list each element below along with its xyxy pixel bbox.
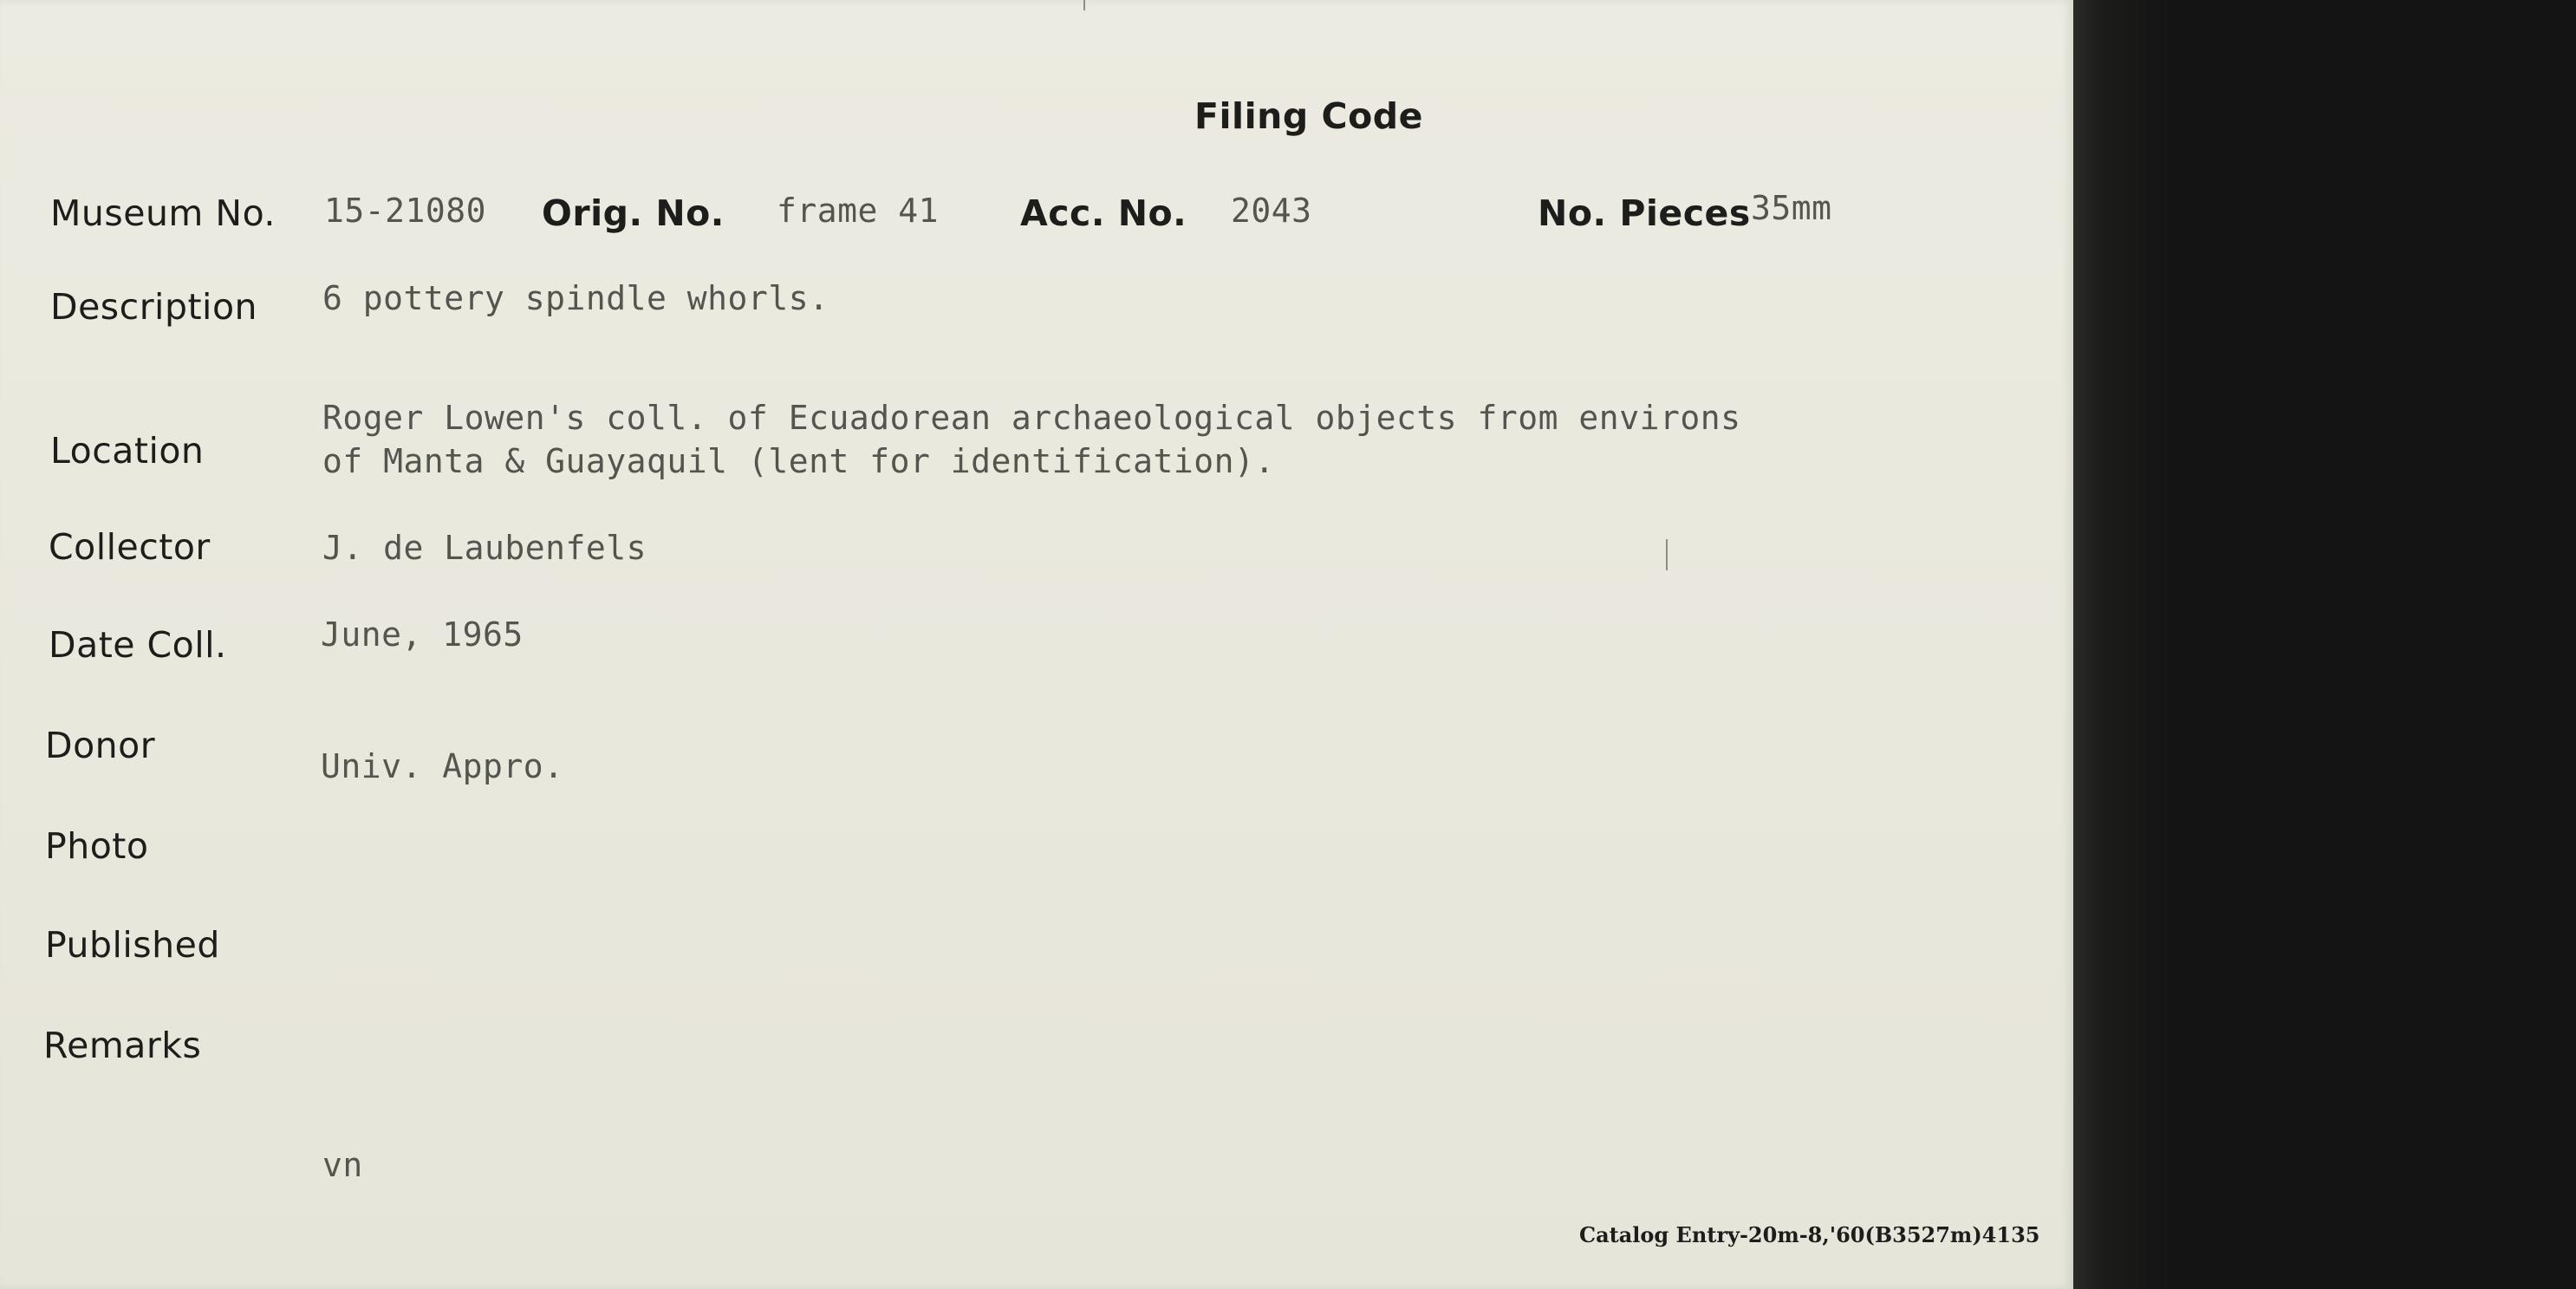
published-label: Published [45,924,220,966]
stray-mark [1666,539,1668,570]
no-pieces-value: 35mm [1751,189,1832,227]
acc-no-label: Acc. No. [1020,192,1187,234]
stray-mark-top [1083,0,1085,10]
remarks-label: Remarks [43,1025,202,1066]
acc-no-value: 2043 [1231,192,1312,230]
location-line-1: Roger Lowen's coll. of Ecuadorean archaeological objects from environs [322,399,1741,437]
location-label: Location [50,430,205,472]
description-value: 6 pottery spindle whorls. [322,279,829,317]
museum-no-label: Museum No. [50,192,276,234]
form-footer: Catalog Entry-20m-8,'60(B3527m)4135 [1579,1222,2040,1247]
museum-no-value: 15-21080 [324,192,487,230]
description-label: Description [50,286,258,328]
collector-value: J. de Laubenfels [322,529,647,567]
donor-value: Univ. Appro. [321,747,564,785]
orig-no-label: Orig. No. [542,192,725,234]
filing-code-label: Filing Code [1194,95,1423,137]
date-coll-value: June, 1965 [321,615,524,654]
location-line-2: of Manta & Guayaquil (lent for identification). [322,442,1275,480]
orig-no-value: frame 41 [777,192,940,230]
initials: vn [322,1146,363,1184]
scan-background [2073,0,2576,1289]
no-pieces-label: No. Pieces [1538,192,1751,234]
collector-label: Collector [49,526,211,568]
donor-label: Donor [45,725,156,766]
date-coll-label: Date Coll. [49,624,227,666]
photo-label: Photo [45,825,149,867]
